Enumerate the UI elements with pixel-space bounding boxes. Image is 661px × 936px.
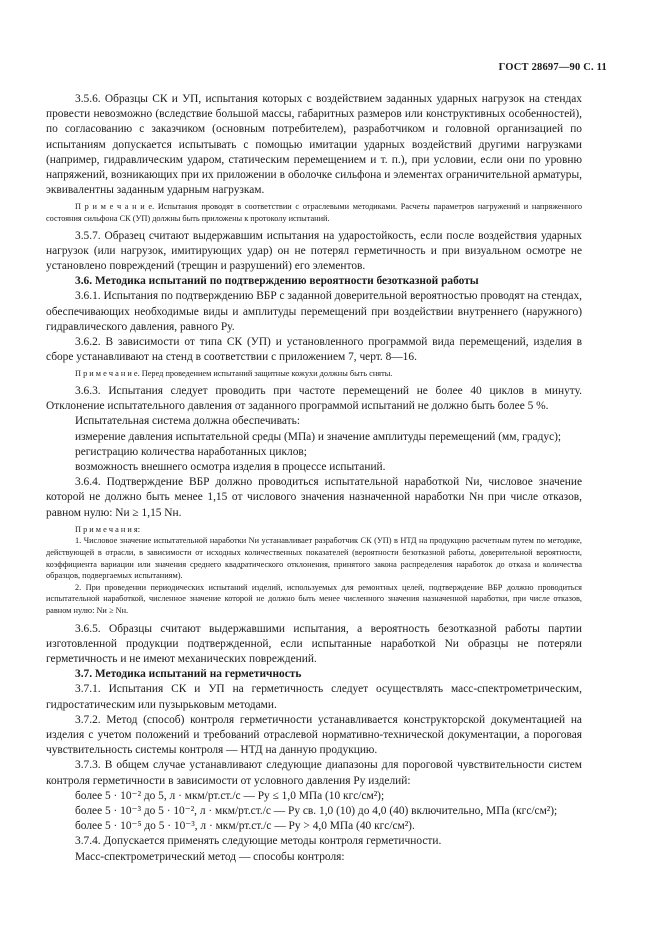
note-item-2: 2. При проведении периодических испытаний изделий, используемых для ремонтных целей, подтверждение ВБР должно проводиться испытательной наработкой, численное значение которой не должно быть менее численного значения назначенной наработки, при числе отказов, равном нулю: Nи ≥ Nн. [46, 582, 582, 616]
list-item-registration: регистрацию количества наработанных циклов; [75, 445, 307, 458]
range-item-3: более 5 · 10⁻⁵ до 5 · 10⁻³, л · мкм/рт.ст./с — Pу > 4,0 МПа (40 кгс/см²). [75, 820, 415, 833]
section-heading-3-7: 3.7. Методика испытаний на герметичность [75, 668, 302, 681]
paragraph-mass-spectrometry: Масс-спектрометрический метод — способы контроля: [75, 850, 345, 863]
note-3-5-6: П р и м е ч а н и е. Испытания проводят в соответствии с отраслевыми методиками. Расчеты параметров нагружений и напряженного состояния сильфона СК (УП) должны быть приложены к протоколу испытаний. [46, 202, 582, 224]
note-3-6-2: П р и м е ч а н и е. Перед проведением испытаний защитные кожухи должны быть сняты. [75, 369, 393, 379]
paragraph-3-7-3: 3.7.3. В общем случае устанавливают следующие диапазоны для пороговой чувствительности систем контроля герметичности в зависимости от условного давления Pу изделий: [46, 759, 582, 787]
list-item-measurement: измерение давления испытательной среды (МПа) и значение амплитуды перемещений (мм, градус); [75, 430, 562, 443]
paragraph-3-7-4: 3.7.4. Допускается применять следующие методы контроля герметичности. [75, 835, 442, 848]
paragraph-3-7-2: 3.7.2. Метод (способ) контроля герметичности устанавливается конструкторской документацией на изделия с учетом положений и требований отраслевой нормативно-технической документации, а пороговая чувствительность системы контроля — НТД на данную продукцию. [46, 713, 582, 757]
section-heading-3-6: 3.6. Методика испытаний по подтверждению вероятности безотказной работы [75, 275, 479, 288]
paragraph-3-6-2: 3.6.2. В зависимости от типа СК (УП) и установленного программой вида перемещений, изделия в сборе устанавливают на стенд в соответствии с приложением 7, черт. 8—16. [46, 336, 582, 364]
paragraph-3-5-6: 3.5.6. Образцы СК и УП, испытания которых с воздействием заданных ударных нагрузок на стендах провести невозможно (вследствие большой массы, габаритных размеров или конструктивных особенностей), по согласованию с заказчиком (основным потребителем), разработчиком и головной организацией по испытаниям допускается испытывать с помощью имитации ударных воздействий другими нагрузками (например, гидравлическим ударом, статическим перемещением и т. п.), при условии, если они по уровню напряжений, возникающих при их приложении в оболочке сильфона и элементах ограничительной арматуры, эквивалентны заданным ударным нагрузкам. [46, 93, 582, 197]
paragraph-3-6-3: 3.6.3. Испытания следует проводить при частоте перемещений не более 40 циклов в минуту. Отклонение испытательного давления от заданного программой испытаний не должно быть более 5 %. [46, 385, 582, 413]
range-item-1: более 5 · 10⁻² до 5, л · мкм/рт.ст./с — Pу ≤ 1,0 МПа (10 кгс/см²); [75, 789, 385, 802]
paragraph-3-6-1: 3.6.1. Испытания по подтверждению ВБР с заданной доверительной вероятностью проводят на стендах, обеспечивающих необходимые виды и амплитуды перемещений при воздействии внутреннего (наружного) гидравлического давления, равного Pу. [46, 290, 582, 333]
page-header: ГОСТ 28697—90 С. 11 [498, 62, 607, 73]
paragraph-test-system: Испытательная система должна обеспечивать: [75, 415, 300, 428]
paragraph-3-7-1: 3.7.1. Испытания СК и УП на герметичность следует осуществлять масс-спектрометрическим, гидростатическим или пузырьковым методами. [46, 683, 582, 711]
paragraph-3-6-4: 3.6.4. Подтверждение ВБР должно проводиться испытательной наработкой Nи, числовое значение которой не должно быть менее 1,15 от числового значения назначенной наработки Nн при числе отказов, равном нулю: Nи ≥ 1,15 Nн. [46, 476, 582, 519]
document-body [46, 92, 582, 865]
notes-title: П р и м е ч а н и я: [75, 524, 141, 534]
list-item-inspection: возможность внешнего осмотра изделия в процессе испытаний. [75, 461, 386, 474]
note-item-1: 1. Числовое значение испытательной наработки Nи устанавливает разработчик СК (УП) в НТД на продукцию расчетным путем по методике, действующей в отрасли, в зависимости от исходных количественных показателей (вероятности безотказной работы, доверительной вероятности, коэффициента вариации или значения среднего квадратического отклонения, принятого закона распределения наработок до отказа и количества образцов, подвергаемых испытаниям). [46, 536, 582, 581]
paragraph-3-5-7: 3.5.7. Образец считают выдержавшим испытания на ударостойкость, если после воздействия ударных нагрузок (или нагрузок, имитирующих удар) он не потерял герметичность и при визуальном осмотре не установлено повреждений (трещин и разрушений) его элементов. [46, 229, 582, 273]
paragraph-3-6-5: 3.6.5. Образцы считают выдержавшими испытания, а вероятность безотказной работы партии изготовленной продукции подтвержденной, если испытанные наработкой Nи образцы не потеряли герметичность и не имеют механических повреждений. [46, 622, 582, 666]
range-item-2: более 5 · 10⁻³ до 5 · 10⁻², л · мкм/рт.ст./с — Pу св. 1,0 (10) до 4,0 (40) включительно, МПа (кгс/см²); [75, 805, 558, 818]
